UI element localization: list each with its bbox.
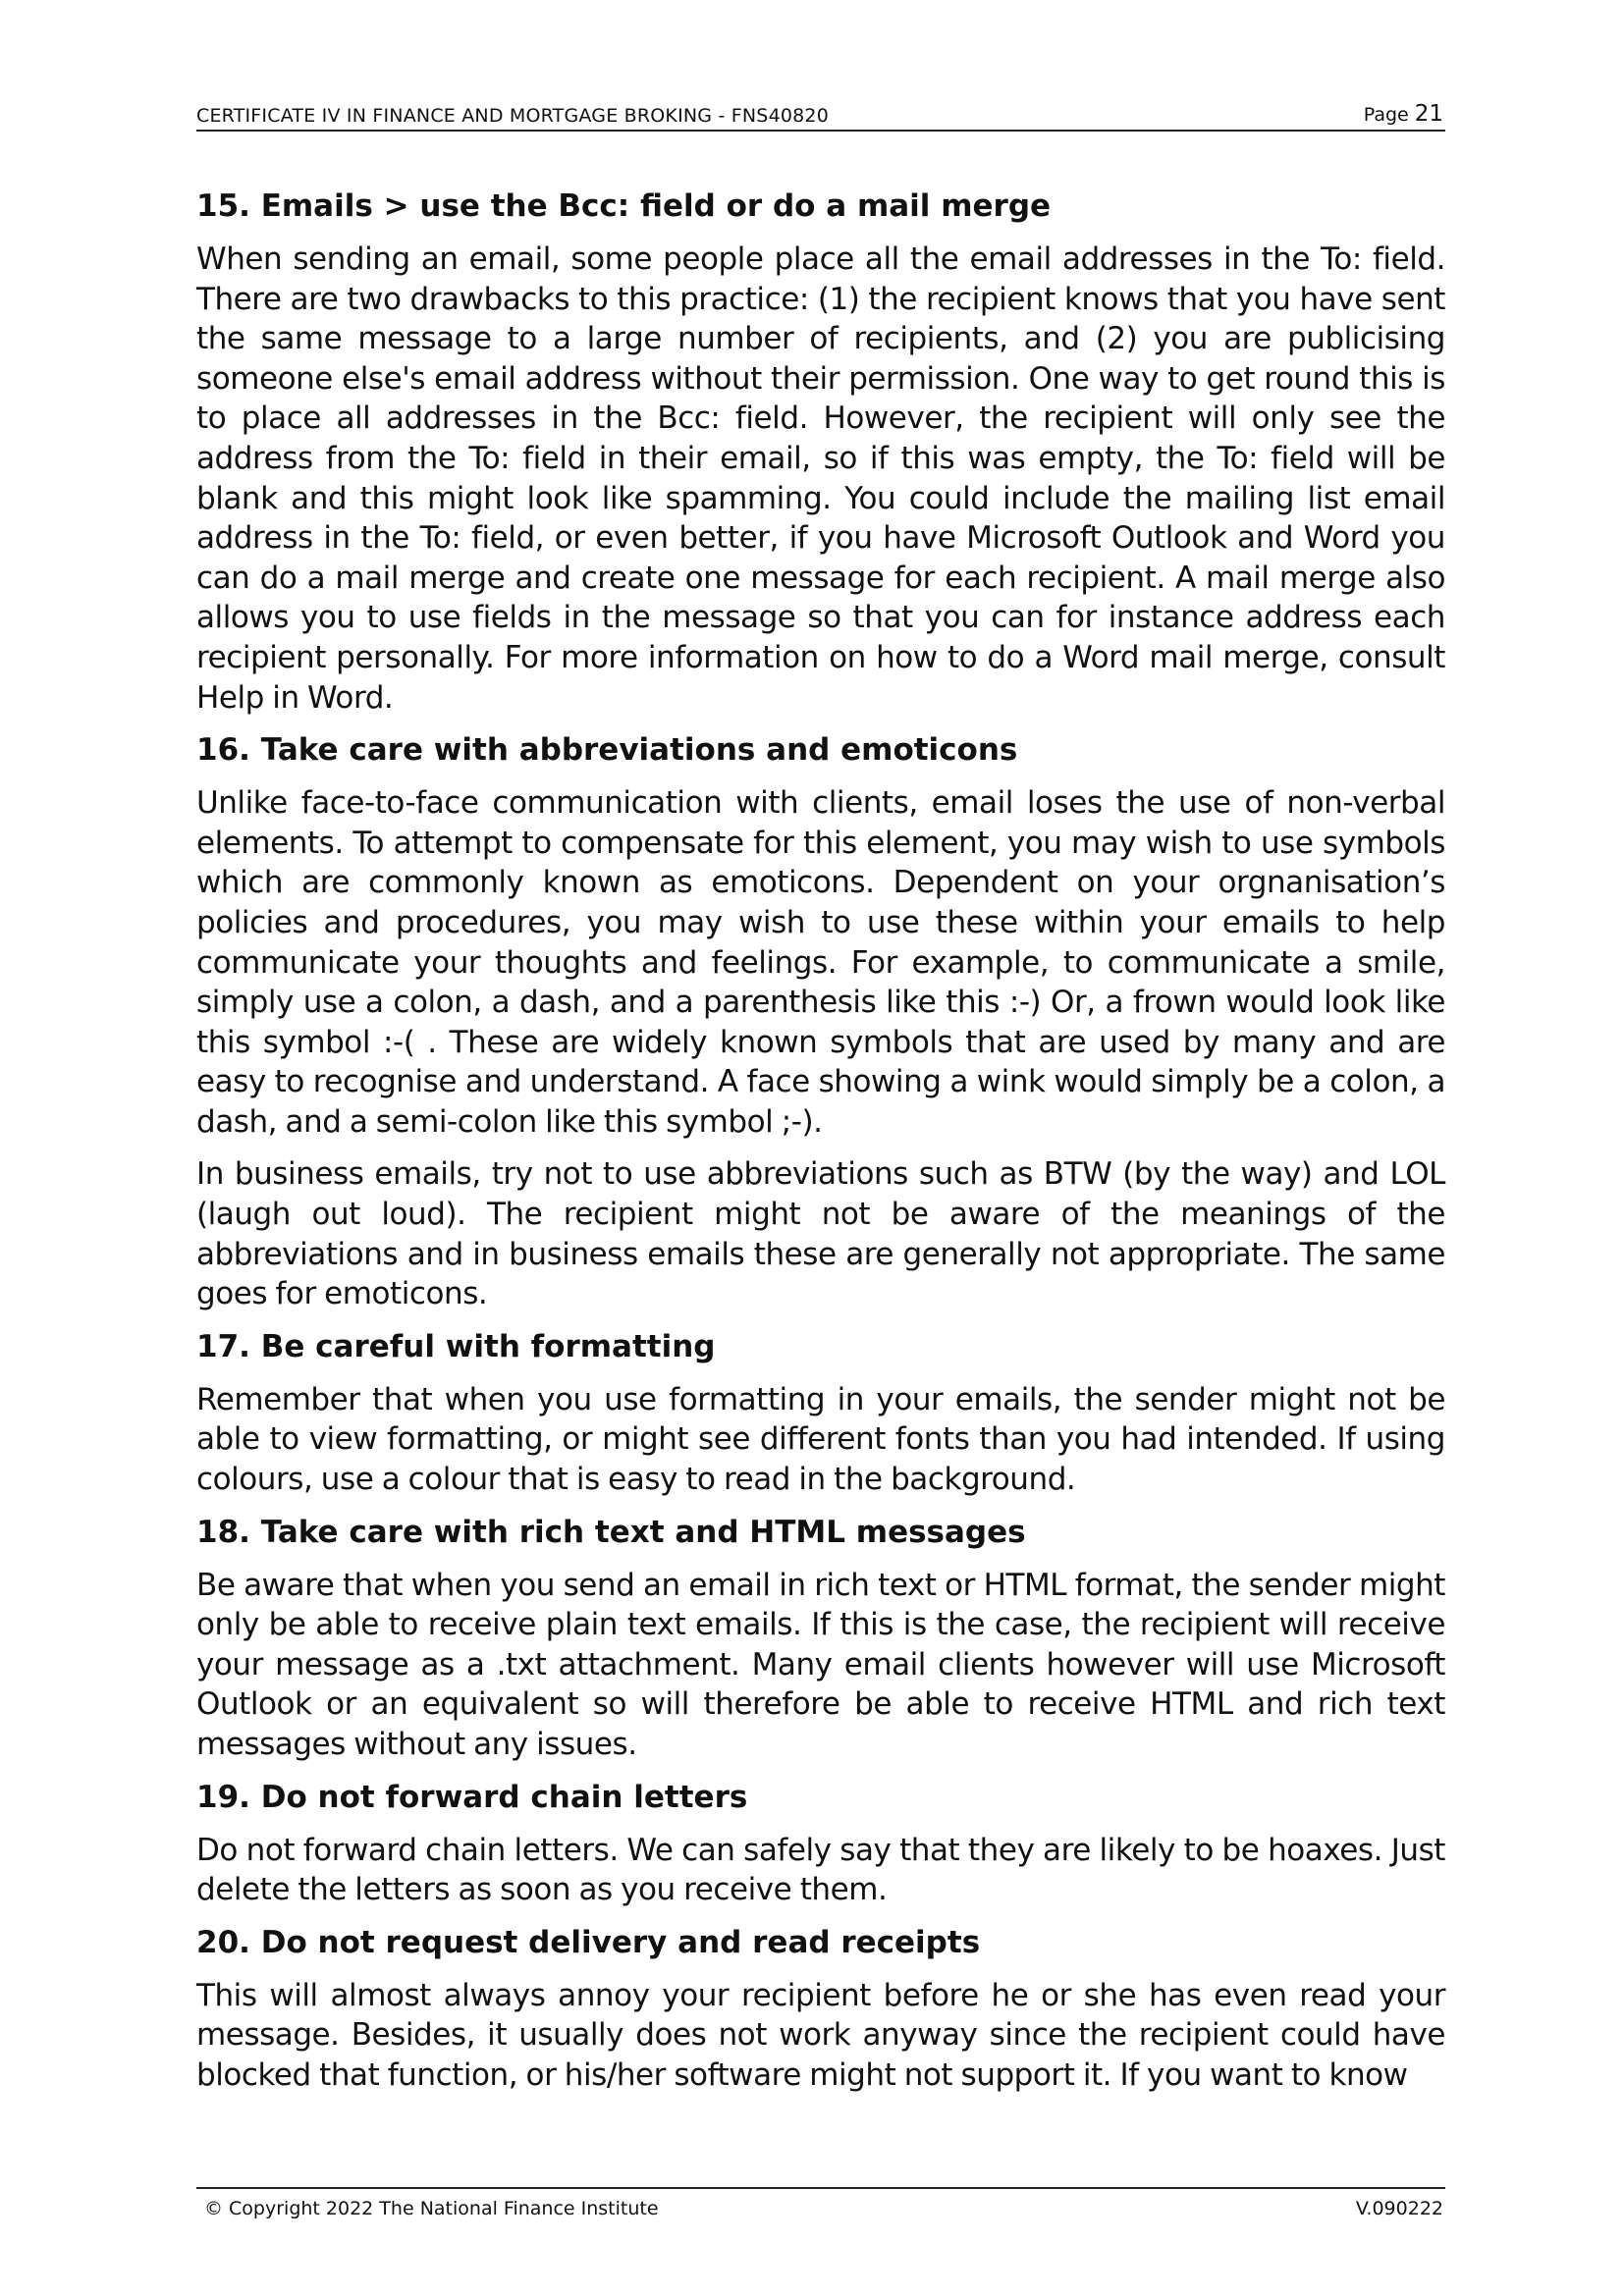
section-heading: 19. Do not forward chain letters [196, 1779, 748, 1815]
section-heading: 18. Take care with rich text and HTML messages [196, 1514, 1026, 1550]
section-16 [196, 730, 1445, 1314]
section-17 [196, 1327, 1445, 1500]
section-heading: 15. Emails > use the Bcc: field or do a mail merge [196, 188, 1052, 224]
paragraph: Unlike face-to-face communication with clients, email loses the use of non-verbal elements. To attempt to compensate for this element, you may wish to use symbols which are commonly known as emoticons. Dependent on your orgnanisation’s policies and procedures, you may wish to use these within your emails to help communicate your thoughts and feelings. For example, to communicate a smile, simply use a colon, a dash, and a parenthesis like this :-) Or, a frown would look like this symbol :-( . These are widely known symbols that are used by many and are easy to recognise and understand. A face showing a wink would simply be a colon, a dash, and a semi-colon like this symbol ;-). [196, 785, 1445, 1140]
section-20 [196, 1923, 1445, 2096]
section-heading: 17. Be careful with formatting [196, 1328, 716, 1364]
document-title: CERTIFICATE IV IN FINANCE AND MORTGAGE BROKING - FNS40820 [196, 105, 830, 127]
paragraph: Be aware that when you send an email in rich text or HTML format, the sender might only be able to receive plain text emails. If this is the case, the recipient will receive your message as a .txt attachment. Many email clients however will use Microsoft Outlook or an equivalent so will therefore be able to receive HTML and rich text messages without any issues. [196, 1567, 1445, 1762]
section-heading: 16. Take care with abbreviations and emoticons [196, 732, 1018, 769]
section-heading: 20. Do not request delivery and read receipts [196, 1924, 981, 1960]
page-header [196, 94, 1445, 132]
document-version: V.090222 [1355, 2198, 1443, 2219]
paragraph: In business emails, try not to use abbreviations such as BTW (by the way) and LOL (laugh out loud). The recipient might not be aware of the meanings of the abbreviations and in business emails these are generally not appropriate. The same goes for emoticons. [196, 1156, 1445, 1312]
section-18 [196, 1513, 1445, 1765]
document-body [196, 187, 1445, 2109]
section-19 [196, 1778, 1445, 1910]
paragraph: This will almost always annoy your recipient before he or she has even read your message. Besides, it usually does not work anyway since the recipient could have blocked that function, or his/her software might not support it. If you want to know [196, 1977, 1445, 2093]
section-15 [196, 187, 1445, 718]
page-number: 21 [1414, 101, 1443, 127]
page-indicator [1364, 101, 1443, 127]
page-footer [196, 2187, 1445, 2219]
paragraph: Remember that when you use formatting in your emails, the sender might not be able to view formatting, or might see different fonts than you had intended. If using colours, use a colour that is easy to read in the background. [196, 1381, 1445, 1498]
paragraph: Do not forward chain letters. We can safely say that they are likely to be hoaxes. Just delete the letters as soon as you receive them. [196, 1832, 1445, 1908]
page-label: Page [1363, 104, 1409, 126]
paragraph: When sending an email, some people place all the email addresses in the To: field. There are two drawbacks to this practice: (1) the recipient knows that you have sent the same message to a large number of recipients, and (2) you are publicising someone else's email address without their permission. One way to get round this is to place all addresses in the Bcc: field. However, the recipient will only see the address from the To: field in their email, so if this was empty, the To: field will be blank and this might look like spamming. You could include the mailing list email address in the To: field, or even better, if you have Microsoft Outlook and Word you can do a mail merge and create one message for each recipient. A mail merge also allows you to use fields in the message so that you can for instance address each recipient personally. For more information on how to do a Word mail merge, consult Help in Word. [196, 241, 1445, 716]
copyright-notice: © Copyright 2022 The National Finance Institute [204, 2198, 659, 2219]
